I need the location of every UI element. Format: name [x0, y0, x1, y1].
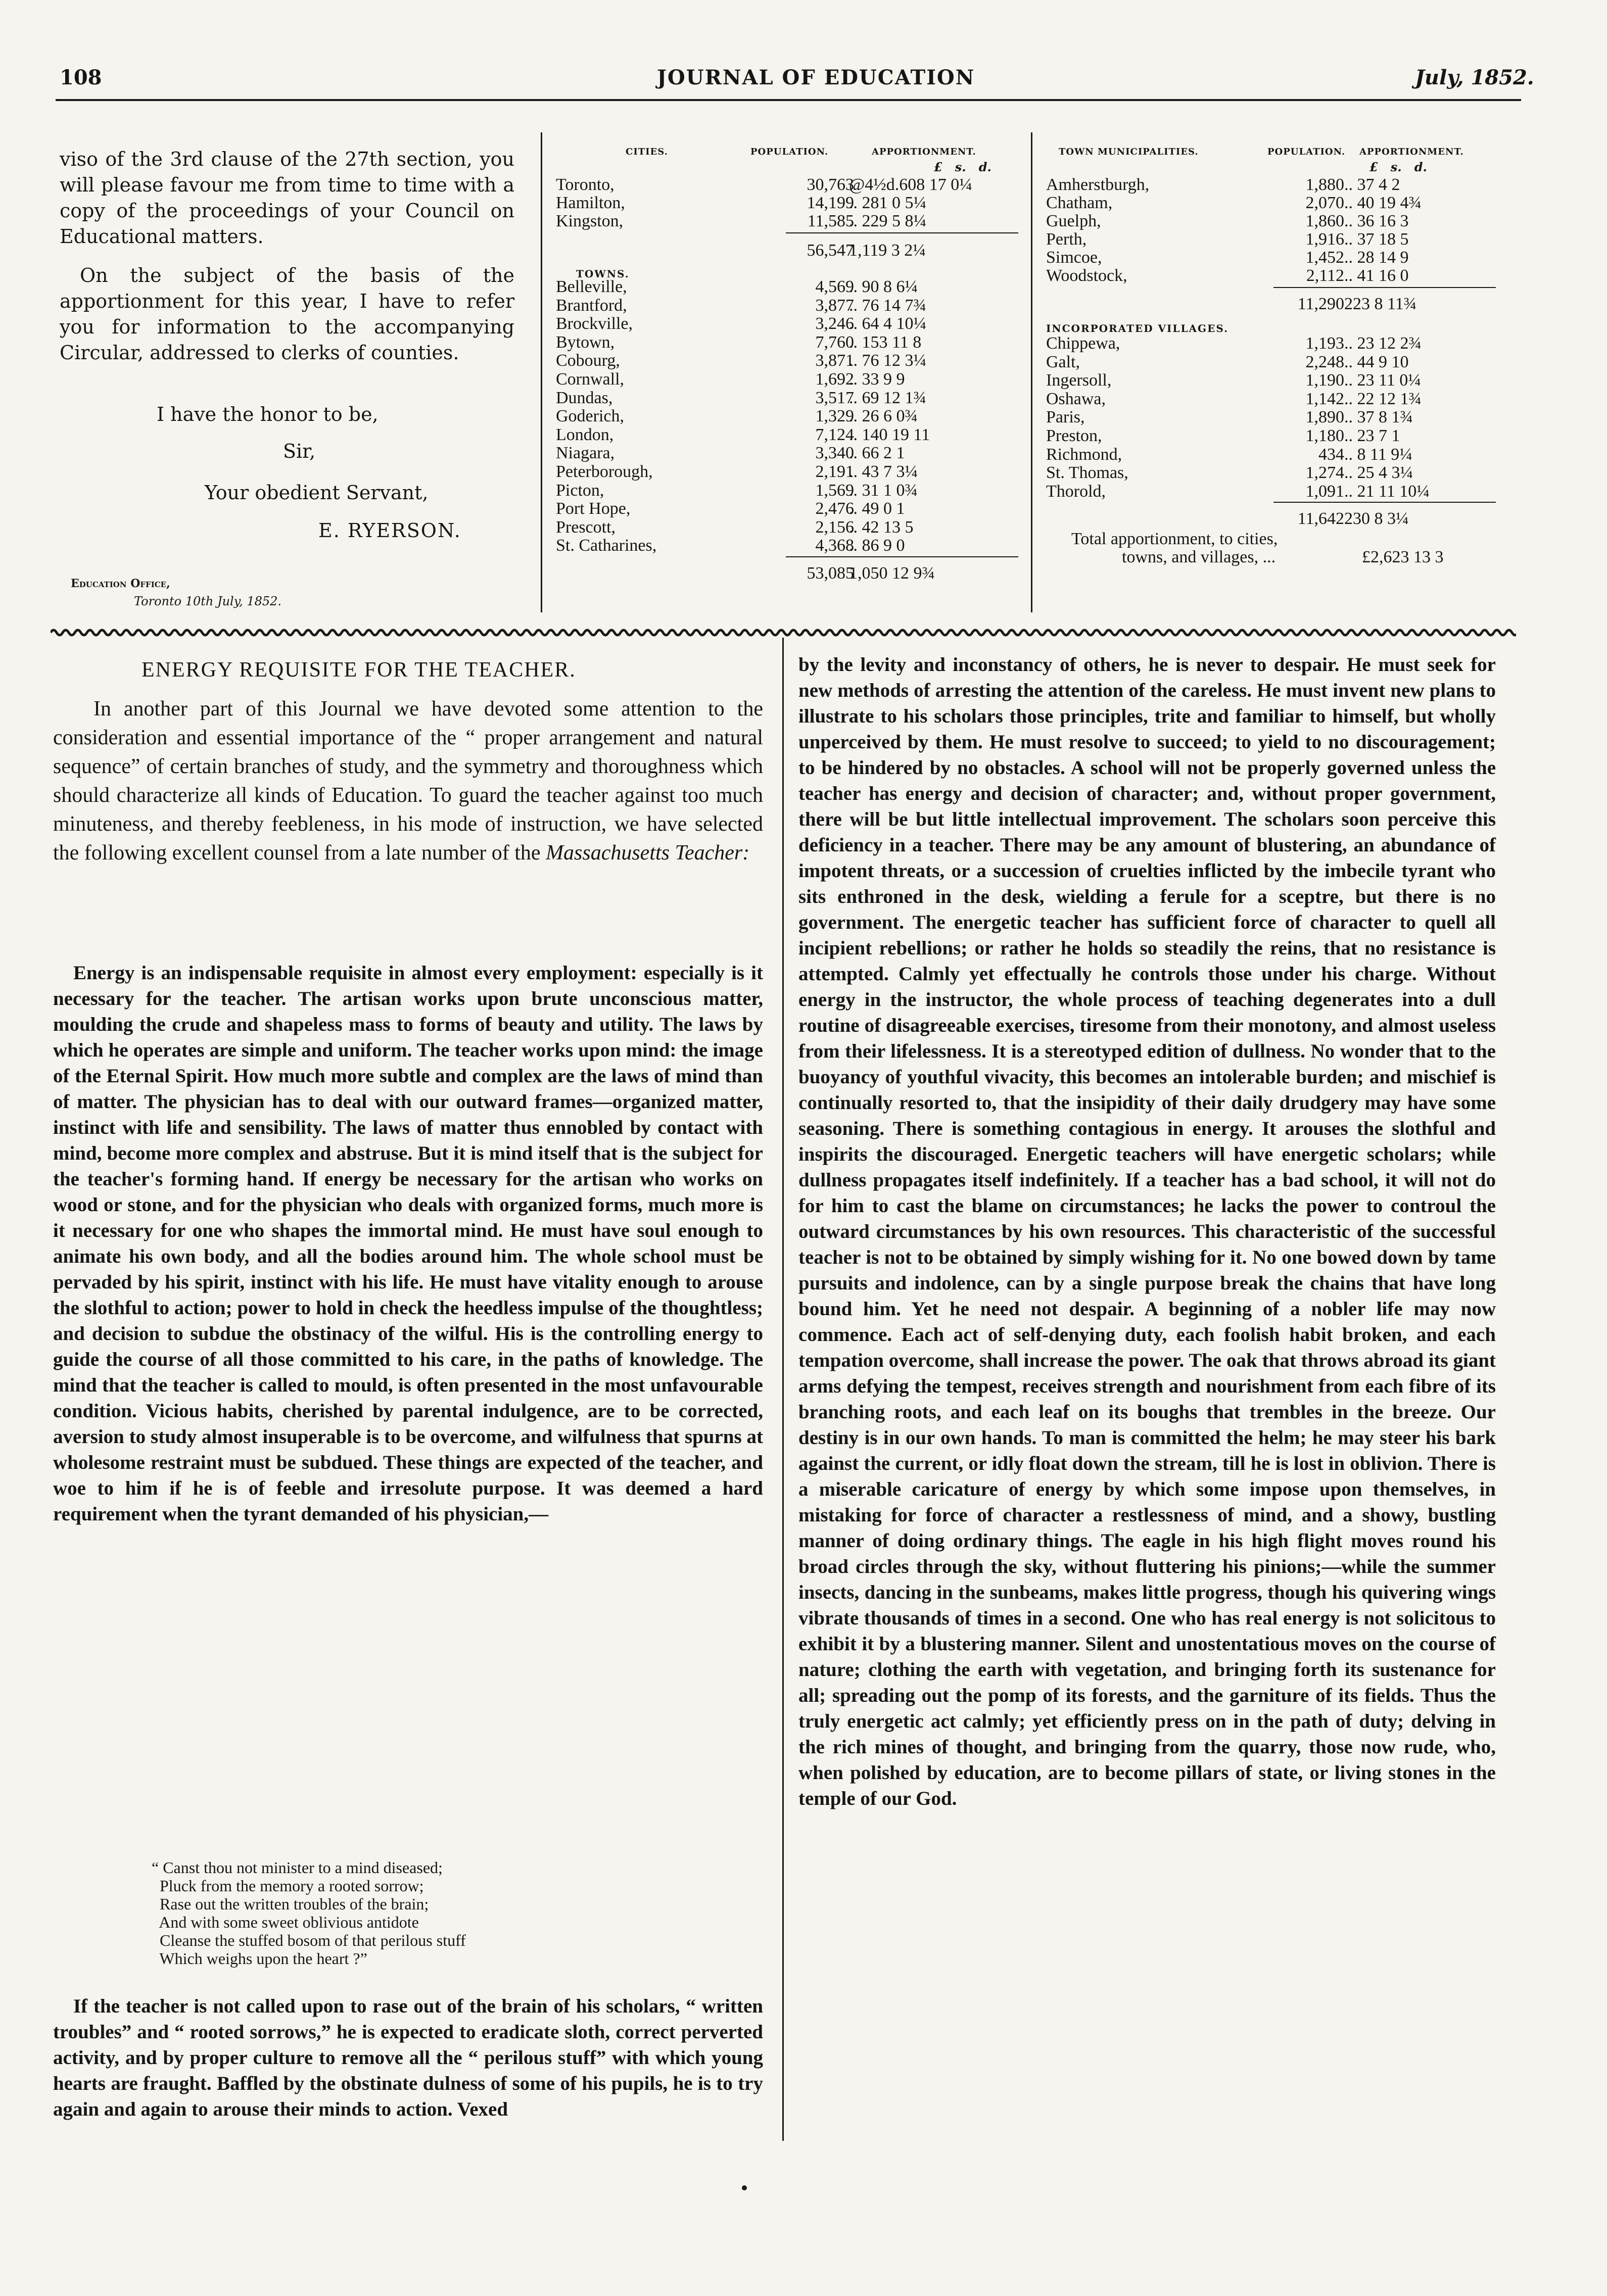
village-row-apportionment: .. 8 11 9¼	[1344, 445, 1412, 464]
table-right-header-lsd: £ s. d.	[1369, 160, 1427, 174]
city-row-population: 30,763	[807, 175, 854, 194]
town-row-apportionment: .. 64 4 10¼	[849, 314, 926, 333]
village-row-apportionment: .. 23 7 1	[1344, 426, 1400, 445]
villages-total-row-apportionment: 230 8 3¼	[1344, 509, 1409, 529]
town-row-apportionment: .. 31 1 0¾	[849, 481, 918, 500]
town-row-name: Peterborough,	[556, 462, 653, 481]
municipality-row-population: 1,880	[1305, 175, 1344, 194]
town-row-name: London,	[556, 425, 614, 444]
town-row-name: Port Hope,	[556, 499, 631, 518]
city-row-population: 11,585	[807, 212, 854, 230]
municipality-row-population: 2,112	[1306, 266, 1344, 285]
town-row-name: Niagara,	[556, 444, 615, 463]
running-title: JOURNAL OF EDUCATION	[657, 66, 975, 89]
municipality-row-apportionment: .. 36 16 3	[1344, 212, 1409, 230]
cities-subtotal-rule	[786, 232, 1018, 233]
town-row-name: Prescott,	[556, 517, 616, 537]
city-row-name: Hamilton,	[556, 194, 625, 212]
letter-paragraph-2: On the subject of the basis of the apportionment for this year, I have to refer you for information to the accompanying Circular, addressed to clerks of counties.	[60, 264, 514, 364]
town-row-apportionment: .. 140 19 11	[849, 425, 930, 444]
towns-total-row-apportionment: 1,050 12 9¾	[849, 564, 935, 583]
village-row-apportionment: .. 25 4 3¼	[1344, 463, 1413, 483]
town-row-apportionment: .. 42 13 5	[849, 517, 914, 537]
municipality-row-population: 1,860	[1305, 212, 1344, 230]
municipality-row-population: 1,916	[1305, 230, 1344, 249]
cities-total-row-population: 56,547	[807, 241, 854, 260]
town-row-apportionment: .. 76 14 7¾	[849, 296, 926, 315]
page-number: 108	[60, 66, 102, 89]
village-row-apportionment: .. 22 12 1¾	[1344, 389, 1422, 408]
wavy-separator	[51, 627, 1516, 639]
municipality-row-apportionment: .. 28 14 9	[1344, 248, 1409, 267]
city-row-population: 14,199	[807, 194, 854, 212]
village-row-name: Ingersoll,	[1046, 371, 1112, 390]
towns-total-row-population: 53,085	[807, 564, 854, 583]
town-row-population: 7,760	[815, 332, 854, 352]
poem-line: Cleanse the stuffed bosom of that perilous stuff	[152, 1931, 466, 1949]
village-row-apportionment: .. 23 12 2¾	[1344, 334, 1422, 353]
table-left-header-apportionment: APPORTIONMENT.	[872, 147, 976, 157]
letter-closing: I have the honor to be,	[157, 403, 379, 425]
town-row-name: St. Catharines,	[556, 536, 657, 555]
poem-line: “ Canst thou not minister to a mind diseased;	[152, 1858, 443, 1877]
village-row-name: Oshawa,	[1046, 389, 1106, 408]
municipality-row-apportionment: .. 37 18 5	[1344, 230, 1409, 249]
article-intro	[53, 695, 763, 868]
article-body-1: Energy is an indispensable requisite in almost every employment: especially is it necessary for the teacher. The artisan works upon brute unconscious matter, moulding the crude and shapeless mass to forms of beauty and utility. The laws by which he operates are simple and uniform. The teacher works upon mind: the image of the Eternal Spirit. How much more subtle and complex are the laws of mind than of matter. The physician has to deal with our outward frames—organized matter, instinct with life and sensibility. The laws of matter thus ennobled by contact with mind, become more complex and abstruse. But it is mind itself that is the subject for the teacher's forming hand. If energy be necessary for the artisan who works on wood or stone, and for the physician who deals with organized forms, much more is it necessary for one who shapes the immortal mind. He must have soul enough to animate his own body, and all the bodies around him. The whole school must be pervaded by his spirit, instinct with his life. He must have vitality enough to arouse the slothful to action; power to hold in check the heedless impulse of the thoughtless; and decision to subdue the obstinacy of the wilful. His is the controlling energy to guide the course of all those committed to his care, in the paths of knowledge. The mind that the teacher is called to mould, is often presented in the most unfavourable condition. Vicious habits, cherished by parental indulgence, are to be corrected, aversion to study almost insuperable is to be overcome, and wilfulness that spurns at wholesome restraint must be subdued. These things are expected of the teacher, and woe to him if he is of feeble and irresolute purpose. It was deemed a hard requirement when the tyrant demanded of his physician,—	[53, 962, 763, 1525]
town-row-population: 1,569	[815, 481, 854, 500]
grand-total-value: £2,623 13 3	[1362, 548, 1444, 567]
village-row-population: 1,091	[1305, 482, 1344, 501]
city-row-name: Toronto,	[556, 175, 615, 194]
town-row-apportionment: .. 69 12 1¾	[849, 388, 926, 407]
village-row-name: Paris,	[1046, 408, 1085, 427]
town-row-name: Cornwall,	[556, 370, 625, 389]
cities-total-row-apportionment: 1,119 3 2¼	[849, 241, 926, 260]
towns-label: TOWNS.	[576, 268, 630, 280]
column-divider-1	[541, 132, 542, 612]
city-row-apportionment: .. 229 5 8¼	[849, 212, 926, 230]
town-row-population: 3,340	[815, 444, 854, 463]
letter-office: Education Office,	[71, 577, 170, 590]
city-row-apportionment: .. 281 0 5¼	[849, 194, 926, 212]
town-row-apportionment: .. 153 11 8	[849, 332, 922, 352]
municipality-row-name: Woodstock,	[1046, 266, 1127, 285]
town-row-name: Cobourg,	[556, 351, 620, 370]
town-row-name: Goderich,	[556, 407, 625, 426]
municipality-row-apportionment: .. 40 19 4¾	[1344, 194, 1422, 212]
village-row-population: 1,180	[1305, 426, 1344, 445]
village-row-name: Thorold,	[1046, 482, 1106, 501]
table-left-header-population: POPULATION.	[750, 147, 829, 157]
town-row-apportionment: .. 76 12 3¼	[849, 351, 926, 370]
village-row-population: 1,190	[1305, 371, 1344, 390]
city-row-name: Kingston,	[556, 212, 624, 230]
villages-subtotal-rule	[1273, 502, 1496, 503]
letter-signature: E. RYERSON.	[318, 519, 461, 542]
town-row-population: 4,368	[815, 536, 854, 555]
town-row-apportionment: .. 66 2 1	[849, 444, 905, 463]
column-divider-article	[782, 638, 784, 2141]
issue-date: July, 1852.	[1415, 66, 1534, 89]
town-row-population: 3,877	[815, 296, 854, 315]
village-row-population: 1,142	[1305, 389, 1344, 408]
town-row-population: 3,517	[815, 388, 854, 407]
town-row-population: 4,569	[815, 277, 854, 296]
village-row-population: 434	[1318, 445, 1344, 464]
municipality-row-apportionment: .. 37 4 2	[1344, 175, 1400, 194]
municipality-row-name: Chatham,	[1046, 194, 1113, 212]
town-row-population: 2,476	[815, 499, 854, 518]
towns-subtotal-rule	[786, 556, 1018, 557]
letter-servant: Your obedient Servant,	[205, 482, 429, 504]
article-body-2: If the teacher is not called upon to rase out of the brain of his scholars, “ written troubles” and “ rooted sorrows,” he is expected to eradicate sloth, correct perverted activity, and by proper culture to remove all the “ perilous stuff” with which young hearts are fraught. Baffled by the obstinate dulness of some of his pupils, he is to try again and again to arouse their minds to action. Vexed	[53, 1995, 763, 2120]
village-row-name: Chippewa,	[1046, 334, 1120, 353]
city-row-apportionment: @4½d.608 17 0¼	[849, 175, 972, 194]
village-row-name: St. Thomas,	[1046, 463, 1128, 483]
town-row-name: Brockville,	[556, 314, 633, 333]
grand-total-label-1: Total apportionment, to cities,	[1071, 530, 1278, 549]
town-row-apportionment: .. 90 8 6¼	[849, 277, 918, 296]
town-row-population: 2,156	[815, 517, 854, 537]
municipality-row-name: Guelph,	[1046, 212, 1101, 230]
town-row-population: 7,124	[815, 425, 854, 444]
village-row-name: Galt,	[1046, 352, 1080, 371]
villages-label: INCORPORATED VILLAGES.	[1046, 322, 1229, 334]
town-row-name: Belleville,	[556, 277, 627, 296]
column-divider-2	[1031, 132, 1032, 612]
table-right-header-name: TOWN MUNICIPALITIES.	[1059, 147, 1199, 157]
article-title: ENERGY REQUISITE FOR THE TEACHER.	[141, 658, 576, 682]
page-end-mark	[742, 2185, 747, 2190]
table-right-header-apportionment: APPORTIONMENT.	[1359, 147, 1464, 157]
villages-total-row-population: 11,642	[1297, 509, 1344, 529]
town-row-population: 3,246	[815, 314, 854, 333]
poem-line: Pluck from the memory a rooted sorrow;	[152, 1877, 424, 1895]
town-row-name: Brantford,	[556, 296, 627, 315]
town-row-population: 3,871	[815, 351, 854, 370]
poem-line: Which weighs upon the heart ?”	[152, 1949, 367, 1968]
town-row-apportionment: .. 49 0 1	[849, 499, 905, 518]
header-rule	[56, 99, 1521, 101]
table-left-header-name: CITIES.	[626, 147, 668, 157]
letter-paragraph-1: viso of the 3rd clause of the 27th section, you will please favour me from time to time with a copy of the proceedings of your Council on Educational matters.	[60, 148, 514, 248]
village-row-apportionment: .. 23 11 0¼	[1344, 371, 1421, 390]
village-row-apportionment: .. 21 11 10¼	[1344, 482, 1430, 501]
grand-total-label-2: towns, and villages, ...	[1122, 548, 1276, 567]
article-body-3: by the levity and inconstancy of others, he is never to despair. He must seek for new methods of arresting the attention of the careless. He must invent new plans to illustrate to his scholars those principles, trite and familiar to himself, but wholly unperceived by them. He must resolve to succeed; to yield to no discouragement; to be hindered by no obstacles. A school will not be properly governed unless the teacher has energy and decision of character; and, without proper government, there will be but little intellectual improvement. The scholars soon perceive this deficiency in a teacher. There may be any amount of blustering, an abundance of impotent threats, or a succession of cruelties inflicted by the imbecile tyrant who sits enthroned in the desk, wielding a ferule for a sceptre, but there is no government. The energetic teacher has sufficient force of character to quell all incipient rebellions; or rather he holds so steadily the reins, that no resistance is attempted. Calmly yet effectually he controls those under his charge. Without energy in the instructor, the whole process of teaching degenerates into a dull routine of disagreeable exercises, tiresome from their monotony, and almost useless from their lifelessness. It is a stereotyped edition of dullness. No wonder that to the buoyancy of youthful vivacity, this becomes an intolerable burden; and mischief is continually resorted to, that the insipidity of their daily drudgery may have some seasoning. There is something contagious in energy. It arouses the slothful and inspirits the discouraged. Energetic teachers will have energetic scholars; while dullness propagates itself indefinitely. If a teacher has a bad school, it will not do for him to cast the blame on circumstances; he lacks the power to controul the outward circumstances by his own resources. This characteristic of the successful teacher is not to be obtained by simply wishing for it. No one bowed down by tame pursuits and indolence, can by a single purpose break the chains that have long bound him. Yet he need not despair. A beginning of a nobler life may now commence. Each act of self-denying duty, each foolish habit broken, and each tempation overcome, shall increase the power. The oak that throws abroad its giant arms defying the tempest, receives strength and nourishment from each fibre of its branching roots, and each leaf on its boughs that trembles in the breeze. Our destiny is in our own hands. To man is committed the helm; he may steer his bark against the current, or idly float down the stream, till he is lost in oblivion. There is a miserable caricature of energy by which some impose upon themselves, in mistaking for force of character a restlessness of mind, and a showy, bustling manner of doing ordinary things. The eagle in his high flight moves round his broad circles through the sky, without fluttering his pinions;—while the summer insects, dancing in the sunbeams, makes little progress, though his quivering wings vibrate thousands of times in a second. One who has real energy is not solicitous to exhibit it by a blustering manner. Silent and unostentatious moves on the course of nature; clothing the earth with vegetation, and bringing forth its sustenance for all; spreading out the pomp of its forests, and the garniture of its fields. Thus the truly energetic act calmly; yet efficiently press on in the path of duty; delving in the rich mines of thought, and bringing from the quarry, those now rude, who, when polished by education, are to become pillars of state, or living stones in the temple of our God.	[798, 654, 1496, 1809]
town-row-name: Picton,	[556, 481, 604, 500]
town-row-apportionment: .. 86 9 0	[849, 536, 905, 555]
town-row-name: Dundas,	[556, 388, 613, 407]
village-row-name: Preston,	[1046, 426, 1102, 445]
article-intro-text: In another part of this Journal we have devoted some attention to the consideration and essential importance of the “ proper arrangement and natural sequence” of certain branches of study, and the symmetry and thoroughness which should characterize all kinds of Education. To guard the teacher against too much minuteness, and thereby feebleness, in his mode of instruction, we have selected the following excellent counsel from a late number of the	[53, 697, 763, 865]
town-row-population: 1,692	[815, 370, 854, 389]
table-left-header-lsd: £ s. d.	[934, 160, 991, 174]
town-row-apportionment: .. 26 6 0¾	[849, 407, 918, 426]
village-row-name: Richmond,	[1046, 445, 1122, 464]
town-row-name: Bytown,	[556, 332, 615, 352]
municipality-row-apportionment: .. 41 16 0	[1344, 266, 1409, 285]
village-row-population: 1,890	[1305, 408, 1344, 427]
article-intro-source: Massachusetts Teacher:	[546, 841, 750, 865]
village-row-apportionment: .. 44 9 10	[1344, 352, 1409, 371]
municipality-row-population: 2,070	[1305, 194, 1344, 212]
municipality-row-name: Amherstburgh,	[1046, 175, 1150, 194]
municipality-row-name: Simcoe,	[1046, 248, 1102, 267]
municipalities-total-row-apportionment: 223 8 11¾	[1344, 295, 1417, 313]
municipalities-subtotal-rule	[1273, 287, 1496, 288]
village-row-population: 1,274	[1305, 463, 1344, 483]
village-row-apportionment: .. 37 8 1¾	[1344, 408, 1413, 427]
village-row-population: 2,248	[1305, 352, 1344, 371]
poem-line: And with some sweet oblivious antidote	[152, 1913, 419, 1931]
table-right-header-population: POPULATION.	[1267, 147, 1346, 157]
letter-dateline: Toronto 10th July, 1852.	[134, 594, 282, 608]
municipality-row-population: 1,452	[1305, 248, 1344, 267]
town-row-population: 2,191	[815, 462, 854, 481]
letter-salutation: Sir,	[283, 440, 316, 462]
town-row-apportionment: .. 33 9 9	[849, 370, 905, 389]
municipality-row-name: Perth,	[1046, 230, 1087, 249]
town-row-population: 1,329	[815, 407, 854, 426]
municipalities-total-row-population: 11,290	[1297, 295, 1344, 313]
town-row-apportionment: .. 43 7 3¼	[849, 462, 918, 481]
village-row-population: 1,193	[1305, 334, 1344, 353]
poem-line: Rase out the written troubles of the brain;	[152, 1895, 429, 1913]
